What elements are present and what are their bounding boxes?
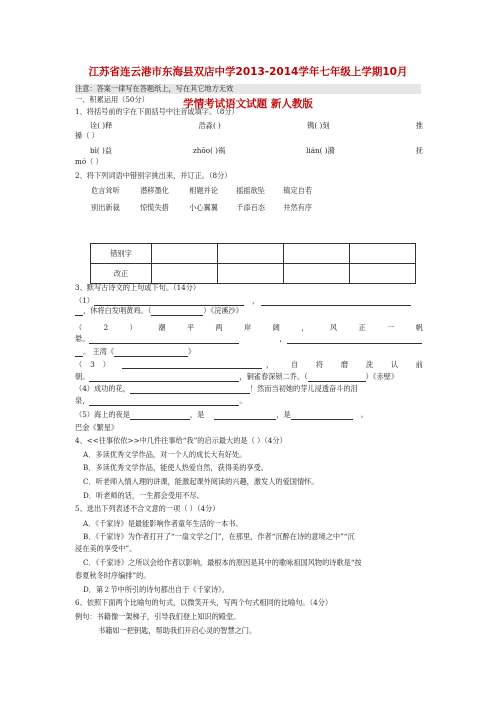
q4-option-c: C．听老师入情入理的讲课，能激起课外阅读的兴趣，激发人的爱国情怀。: [83, 477, 319, 486]
q3-s1-line1: （1） ，: [75, 296, 423, 306]
fill-blank[interactable]: [130, 411, 190, 420]
q3-s5-source: 巴金《繁星》: [75, 423, 119, 432]
q3-stem: 3、默写古诗文的上句或下句。（14分）: [75, 283, 201, 292]
q3-s2-line3: 。 王湾《 》: [75, 347, 423, 357]
fill-blank[interactable]: [122, 360, 262, 369]
exam-title-line2: 学情考试语文试题 新人教版: [183, 98, 313, 110]
q6-example-2: 书籍如一把钥匙，帮助我们开启心灵的智慧之门。: [98, 626, 257, 635]
fill-blank[interactable]: [287, 335, 422, 344]
q4-stem: 4、<<往事依依>>中几件往事给“我”的启示最大的是（ ）（4分）: [75, 436, 287, 445]
fill-blank[interactable]: [151, 307, 203, 316]
fill-blank[interactable]: [89, 335, 239, 344]
fill-blank[interactable]: [261, 297, 411, 306]
q5-option-d: D．第２节中所引的诗句都出自于《千家诗》。: [83, 585, 229, 594]
fill-blank[interactable]: [114, 348, 188, 357]
answer-cell[interactable]: [350, 244, 416, 264]
q1-stem: 1、将括号前的字在下面括号中注音或填字。（8分）: [75, 107, 239, 116]
q2-stem: 2、将下列词语中错别字挑出来，并订正。（8分）: [75, 171, 232, 180]
q3-s2-line1: （ 2 ） 潮 平 两 岸 阔 ， 风 正 一 帆: [75, 323, 423, 332]
fill-blank[interactable]: [75, 307, 83, 316]
q2-words-row1: 危言耸听 潜移墨化 相题并论 摇摇欲坠 镇定自若: [91, 186, 313, 195]
q1-row2-cont: mó（ ）: [75, 157, 103, 166]
fill-blank[interactable]: [75, 348, 83, 357]
q4-option-d: D．听老师的话，一生都会受用不尽。: [83, 491, 204, 500]
q3-s3-line1: （ 3 ） ， 自 将 磨 洗 认 前: [75, 360, 423, 369]
answer-cell[interactable]: [152, 244, 218, 264]
table-row: [91, 244, 416, 264]
exam-notice: 注意：答案一律写在答题纸上，写在其它地方无效: [75, 84, 421, 94]
answer-cell[interactable]: [218, 264, 284, 284]
q2-words-row2: 别出新裁 惊慌失措 小心翼翼 千添百态 井然有序: [91, 203, 313, 212]
exam-title-line1: 江苏省连云港市东海县双店中学2013-2014学年七年级上学期10月: [88, 66, 408, 78]
q2-answer-table: [90, 243, 416, 284]
q3-s3-line2: 朝。 ，铜雀春深锁二乔。（ ）《赤壁》: [75, 372, 399, 381]
q3-s5-line1: （5）海上的夜是 ，是 ，是 。: [75, 410, 368, 419]
fill-blank[interactable]: [94, 297, 244, 306]
table-header-typo: 错别字: [91, 244, 152, 264]
table-row: [91, 264, 416, 284]
section-heading: 一、积累运用（50分）: [75, 95, 149, 104]
q6-example: 例句：书籍像一架梯子，引导我们登上知识的殿堂。: [75, 612, 241, 621]
fill-blank[interactable]: [130, 385, 250, 394]
q3-s4-line2: 泉， 。: [75, 396, 247, 405]
q5-option-c-cont: 春夏秋冬时序编排”的。: [75, 571, 151, 580]
q1-row2: bì( )益 zhōo( )祸 lián( )漪 抚: [90, 146, 423, 155]
fill-blank[interactable]: [291, 411, 353, 420]
table-header-fix: 改正: [91, 264, 152, 284]
answer-cell[interactable]: [284, 244, 350, 264]
q3-s4-line1: （4）成功的花， ！然而当初她的芽儿浸透奋斗的泪: [75, 384, 358, 393]
fill-blank[interactable]: [89, 397, 239, 406]
q1-row1-cont: 搡（ ）: [75, 131, 99, 140]
q6-stem: 6、依照下面两个比喻句的句式，以微笑开头，写两个句式相同的比喻句。（4分）: [75, 598, 333, 607]
answer-cell[interactable]: [218, 244, 284, 264]
q1-row1: 诠( )释 浩淼( ) 镌( )刻 推: [90, 121, 423, 130]
q3-s1-line2: ，休将白发唱黄鸡。（ ）《浣溪沙》: [75, 306, 423, 316]
answer-cell[interactable]: [350, 264, 416, 284]
answer-cell[interactable]: [152, 264, 218, 284]
q5-option-b: B．《千家诗》为作者打开了“一扇文学之门”，在那里，作者“沉醉在诗的意境之中”“沉: [83, 532, 355, 541]
q4-option-b: B．多读优秀文学作品，能使人热爱自然，获得美的享受。: [83, 463, 268, 472]
q3-s2-line2: 悬。 ，: [75, 334, 423, 344]
fill-blank[interactable]: [214, 411, 276, 420]
q4-option-a: A．多读优秀文学作品，对一个人的成长大有好处。: [83, 450, 247, 459]
fill-blank[interactable]: [308, 373, 366, 382]
fill-blank[interactable]: [89, 373, 239, 382]
q5-stem: 5、选出下列表述不合文意的一项（ ）（4分）: [75, 504, 220, 513]
q5-option-b-cont: 浸在美的享受中”。: [75, 544, 137, 553]
q5-option-a: A．《千家诗》是最能影响作者童年生活的一本书。: [83, 519, 243, 528]
q5-option-c: C．《千家诗》之所以会给作者以影响，最根本的原因是其中的歌咏祖国风物的诗歌是“按: [83, 558, 362, 567]
answer-cell[interactable]: [284, 264, 350, 284]
